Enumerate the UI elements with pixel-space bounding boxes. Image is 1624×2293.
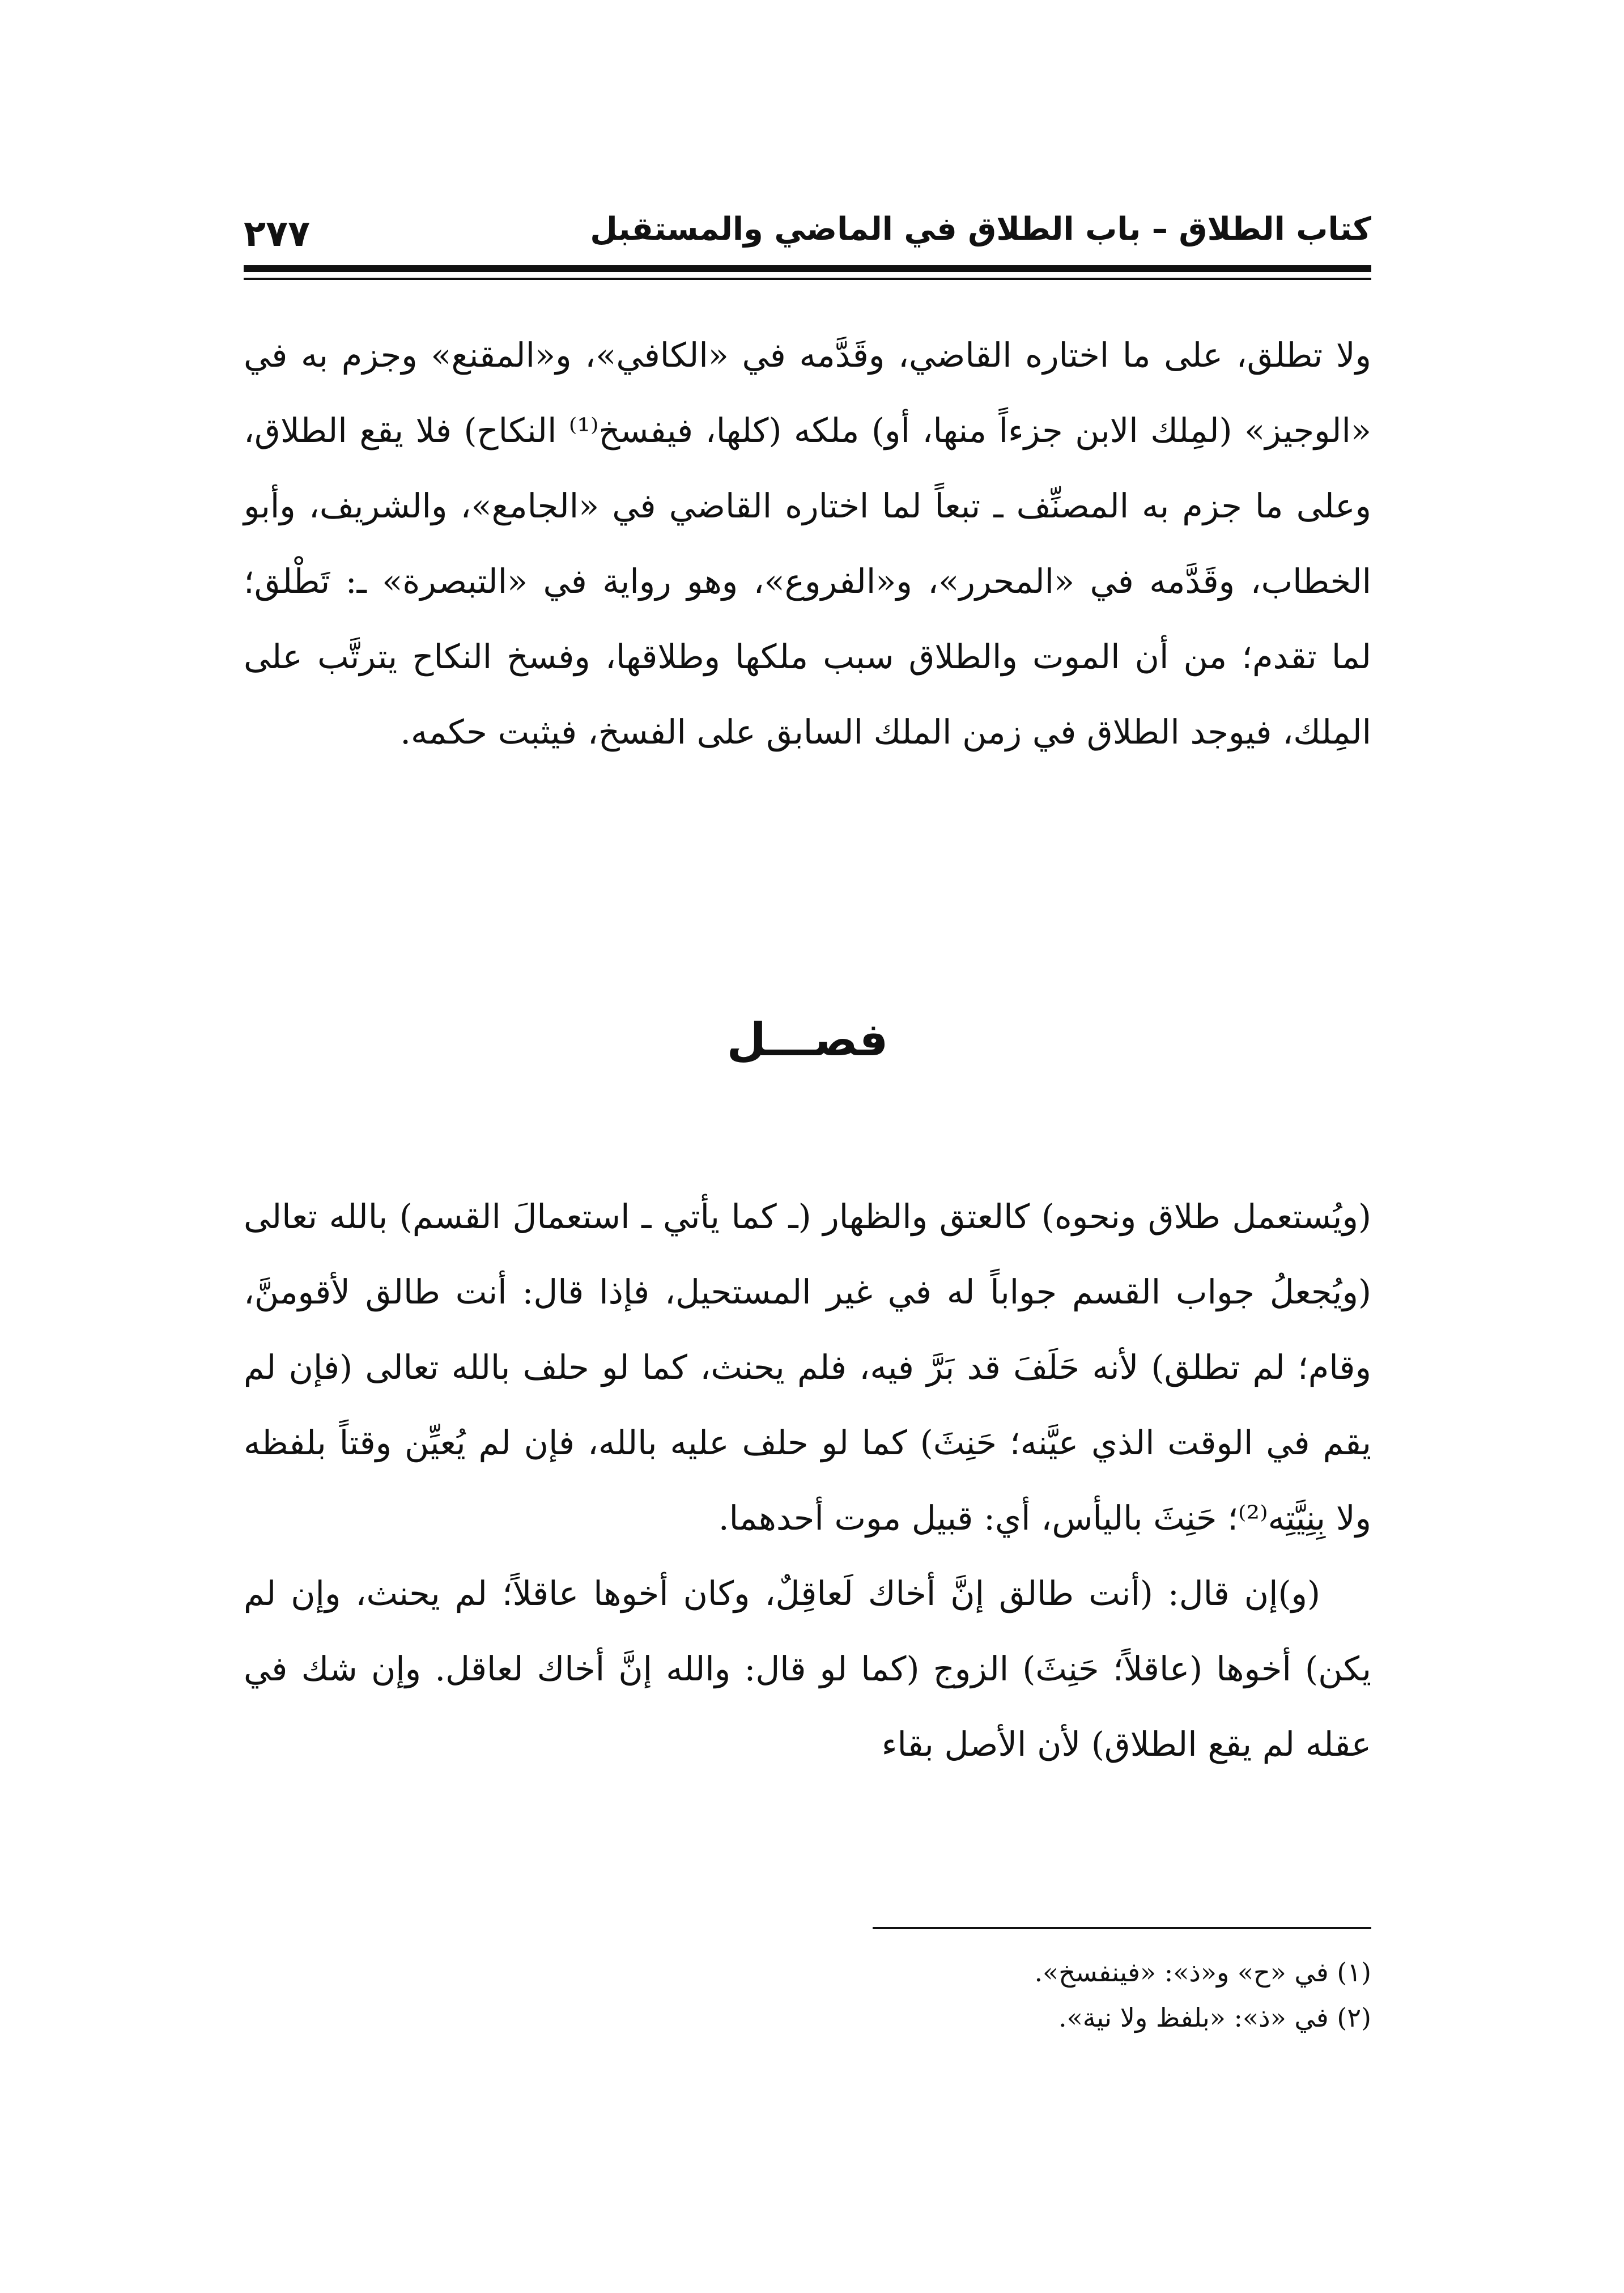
paragraph: (ويُستعمل طلاق ونحوه) كالعتق والظهار (ـ كما يأتي ـ استعمالَ القسم) بالله تعالى (ويُجعلُ جواب القسم جواباً له في غير المستحيل، فإذا قال: أنت طالق لأقومنَّ، وقام؛ لم تطلق) لأنه حَلَفَ قد بَرَّ فيه، فلم يحنث، كما لو حلف بالله تعالى (فإن لم يقم في الوقت الذي عيَّنه؛ حَنِثَ) كما لو حلف عليه بالله، فإن لم يُعيِّن وقتاً بلفظه ولا بِنِيَّتِه⁽²⁾؛ حَنِثَ باليأس، أي: قبيل موت أحدهما.: [244, 1197, 1371, 1538]
footnotes: [623, 1950, 1371, 2040]
footnote-2: (٢) في «ذ»: «بلفظ ولا نية».: [1058, 2002, 1371, 2033]
page-header: [244, 207, 1371, 258]
page-number: ٢٧٧: [244, 213, 311, 255]
body-text-bottom: [244, 1179, 1371, 1782]
header-rule-thick: [244, 265, 1371, 272]
running-head: كتاب الطلاق – باب الطلاق في الماضي والمستقبل: [590, 211, 1371, 248]
paragraph: (و)إن قال: (أنت طالق إنَّ أخاك لَعاقِلٌ، وكان أخوها عاقلاً؛ لم يحنث، وإن لم يكن) أخوها (عاقلاً؛ حَنِثَ) الزوج (كما لو قال: والله إنَّ أخاك لعاقل. وإن شك في عقله لم يقع الطلاق) لأن الأصل بقاء: [244, 1574, 1371, 1764]
footnote-1: (١) في «ح» و«ذ»: «فينفسخ».: [1034, 1957, 1371, 1988]
body-text-top: [244, 317, 1371, 770]
header-rule-thin: [244, 278, 1371, 280]
footnote-separator: [873, 1927, 1371, 1929]
paragraph: ولا تطلق، على ما اختاره القاضي، وقَدَّمه في «الكافي»، و«المقنع» وجزم به في «الوجيز» (لمِلك الابن جزءاً منها، أو) ملكه (كلها، فيفسخ⁽¹⁾ النكاح) فلا يقع الطلاق، وعلى ما جزم به المصنِّف ـ تبعاً لما اختاره القاضي في «الجامع»، والشريف، وأبو الخطاب، وقَدَّمه في «المحرر»، و«الفروع»، وهو رواية في «التبصرة» ـ: تَطْلق؛ لما تقدم؛ من أن الموت والطلاق سبب ملكها وطلاقها، وفسخ النكاح يترتَّب على المِلك، فيوجد الطلاق في زمن الملك السابق على الفسخ، فيثبت حكمه.: [244, 336, 1371, 751]
section-heading: فصـــل: [726, 1013, 888, 1066]
